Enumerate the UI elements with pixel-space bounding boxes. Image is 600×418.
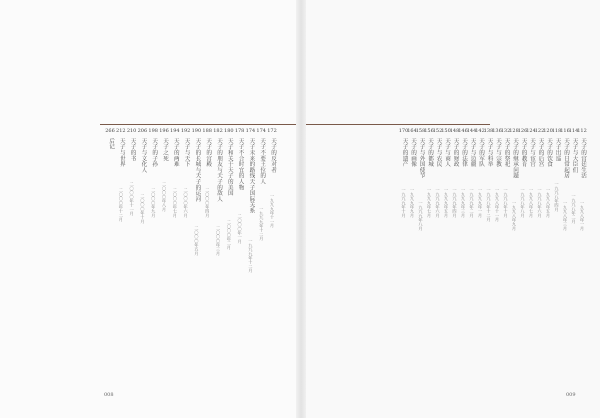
toc-entry-date: 一九九八年十月 [503, 188, 509, 218]
toc-entry-date: 二〇〇〇年七月 [172, 188, 178, 218]
toc-entry-title: 天子和关于天子的美国 [226, 138, 233, 196]
toc-entry-title: 天子的长城与天子的运河 [194, 138, 201, 202]
toc-entry-date: 一九九九年十月 [401, 188, 407, 218]
toc-entry-title: 天子的宫殿 [205, 138, 212, 167]
toc-entry-date: 二〇〇〇年十二月 [118, 188, 124, 222]
toc-page-number: 182 [213, 128, 223, 134]
toc-entry-date: 一九九九年二月 [469, 188, 475, 218]
toc-entry-title: 天子的后宫 [537, 138, 544, 167]
toc-page-number: 150 [441, 128, 451, 134]
toc-entry-date: 二〇〇〇年十一月 [129, 181, 135, 216]
toc-page-number: 146 [458, 128, 468, 134]
toc-entry-date: 一九九九年九月 [410, 188, 415, 218]
toc-entry-date: 一九九八年九月 [512, 200, 517, 231]
toc-page-number: 124 [526, 128, 536, 134]
toc-page-number: 194 [170, 128, 180, 134]
toc-entry-title: 天子的继承问题 [512, 138, 518, 179]
toc-page-number: 210 [126, 128, 137, 134]
toc-page-number: 144 [466, 128, 477, 134]
toc-entry-title: 天子的遗产 [401, 138, 408, 167]
toc-entry-date: 一九九八年三月 [563, 200, 568, 231]
toc-entry-date: 二〇〇〇年五月 [194, 226, 200, 256]
toc-entry-date: 一九九八年七月 [529, 188, 534, 218]
toc-entry-title: 天子与宗教 [495, 138, 501, 167]
toc-entry-date: 二〇〇〇年九月 [151, 188, 157, 218]
toc-entry-title: 天子的军队 [478, 138, 484, 167]
toc-entry-title: 天子与宦官 [529, 138, 535, 167]
toc-page-number: 132 [500, 128, 511, 134]
toc-entry-title: 天子的两难 [172, 138, 179, 167]
toc-entry-title: 天子的财政 [452, 138, 459, 167]
toc-entry-title: 天子未来的路线天子国际关系 [248, 138, 255, 214]
toc-entry-date: 一九九八年十一月 [495, 188, 500, 222]
toc-entry-title: 天子的书 [129, 138, 136, 162]
toc-entry-title: 天子与世界 [118, 138, 125, 167]
toc-entry-date: 一九九九年六月 [435, 188, 441, 218]
toc-entry-title: 天子与外国使节 [418, 138, 425, 179]
toc-entry-title: 天子的宫廷生活 [580, 138, 586, 179]
toc-entry-title: 天子不合时宜的人物 [237, 138, 244, 191]
toc-entry-date: 一九九九年一月 [478, 188, 483, 218]
right-page [300, 0, 600, 418]
toc-entry-title: 天子与科举 [486, 138, 493, 167]
toc-entry-date: 二〇〇〇年四月 [205, 188, 211, 218]
toc-entry-title: 天子的都城 [427, 138, 433, 167]
toc-entry-date: 二〇〇〇年一月 [237, 213, 243, 243]
toc-entry-title: 天子与大臣们 [571, 138, 578, 173]
toc-page-number: 190 [191, 128, 202, 134]
toc-entry-date: 一九九八年一月 [580, 200, 585, 231]
toc-page-number: 170 [398, 128, 409, 134]
toc-page-number: 180 [224, 128, 234, 134]
toc-entry-date: 二〇〇〇年十月 [140, 194, 146, 224]
folio-left: 008 [104, 392, 114, 398]
toc-entry-date: 一九九九年八月 [418, 200, 424, 231]
toc-entry-title: 天子的画像 [410, 138, 416, 167]
gutter [296, 0, 306, 418]
toc-entry-date: 一九九八年二月 [571, 194, 577, 224]
toc-entry-title: 天子之死 [162, 138, 168, 162]
toc-page-number: 122 [534, 128, 545, 134]
toc-entry-title: 天子的日常起居 [563, 138, 569, 179]
toc-entry-date: 一九九九年十二月 [259, 207, 265, 241]
toc-entry-title: 天子与农民 [435, 138, 442, 167]
toc-entry-title: 天子与商人 [444, 138, 450, 167]
toc-page-number: 126 [517, 128, 528, 134]
toc-page-number: 192 [180, 128, 191, 134]
toc-page-number: 116 [560, 128, 570, 134]
toc-entry-title: 天子与文化人 [140, 138, 147, 173]
toc-page-number: 118 [551, 128, 562, 134]
toc-entry-date: 一九九八年六月 [537, 188, 543, 218]
toc-entry-title: 后记 [108, 138, 114, 150]
toc-entry-date: 一九九九年十二月 [248, 239, 254, 273]
toc-entry-date: 一九九九年十一月 [270, 194, 275, 228]
toc-entry-title: 天子的祭祀 [503, 138, 510, 167]
toc-page-number: 114 [568, 128, 579, 134]
toc-page-number: 174 [256, 128, 266, 134]
toc-entry-title: 天子的子孙 [151, 138, 158, 167]
folio-right: 009 [566, 392, 576, 398]
toc-page-number: 172 [267, 128, 277, 134]
toc-entry-title: 天子的法律 [461, 138, 467, 167]
toc-entry-date: 一九九九年五月 [444, 188, 449, 218]
toc-page-number: 196 [159, 128, 169, 134]
toc-entry-title: 天子出巡 [554, 138, 561, 162]
toc-entry-title: 天子的教育 [520, 138, 527, 167]
toc-page-number: 142 [475, 128, 485, 134]
toc-page-number: 206 [137, 128, 148, 134]
toc-page-number: 136 [492, 128, 502, 134]
toc-entry-title: 天子不要王位的人 [259, 138, 266, 185]
toc-page-number: 148 [449, 128, 460, 134]
toc-page-number: 120 [543, 128, 553, 134]
header-rule-right [306, 124, 490, 125]
toc-entry-title: 天子与边疆 [469, 138, 476, 167]
toc-entry-title: 天子的饮食 [546, 138, 552, 167]
toc-page-number: 212 [116, 128, 126, 134]
toc-page-number: 188 [202, 128, 212, 134]
toc-page-number: 266 [105, 128, 115, 134]
toc-page-number: 128 [509, 128, 519, 134]
toc-page-number: 138 [483, 128, 494, 134]
toc-page-number: 174 [245, 128, 256, 134]
toc-page-number: 198 [148, 128, 158, 134]
toc-entry-date: 二〇〇〇年二月 [226, 220, 232, 250]
toc-page-number: 158 [415, 128, 426, 134]
toc-entry-date: 一九九八年四月 [554, 181, 560, 211]
toc-entry-date: 二〇〇〇年六月 [183, 188, 189, 218]
header-rule-left [100, 124, 296, 125]
toc-entry-date: 二〇〇〇年八月 [162, 181, 167, 211]
toc-entry-date: 一九九九年七月 [427, 188, 432, 218]
toc-page-number: 164 [407, 128, 417, 134]
toc-page-number: 152 [432, 128, 443, 134]
toc-page-number: 178 [234, 128, 245, 134]
toc-entry-title: 天子与天下 [183, 138, 190, 167]
toc-page-number: 112 [577, 128, 587, 134]
toc-page-number: 156 [424, 128, 434, 134]
toc-entry-date: 一九九八年八月 [520, 188, 526, 218]
toc-entry-date: 一九九八年十二月 [486, 188, 492, 222]
toc-entry-date: 一九九九年四月 [452, 188, 458, 218]
toc-entry-title: 天子的反对者 [270, 138, 276, 173]
toc-entry-title: 天子的朋友与天子的敌人 [216, 138, 222, 202]
toc-entry-date: 二〇〇〇年三月 [216, 226, 221, 256]
toc-entry-date: 一九九九年三月 [461, 188, 466, 218]
toc-entry-date: 一九九八年五月 [546, 188, 551, 218]
